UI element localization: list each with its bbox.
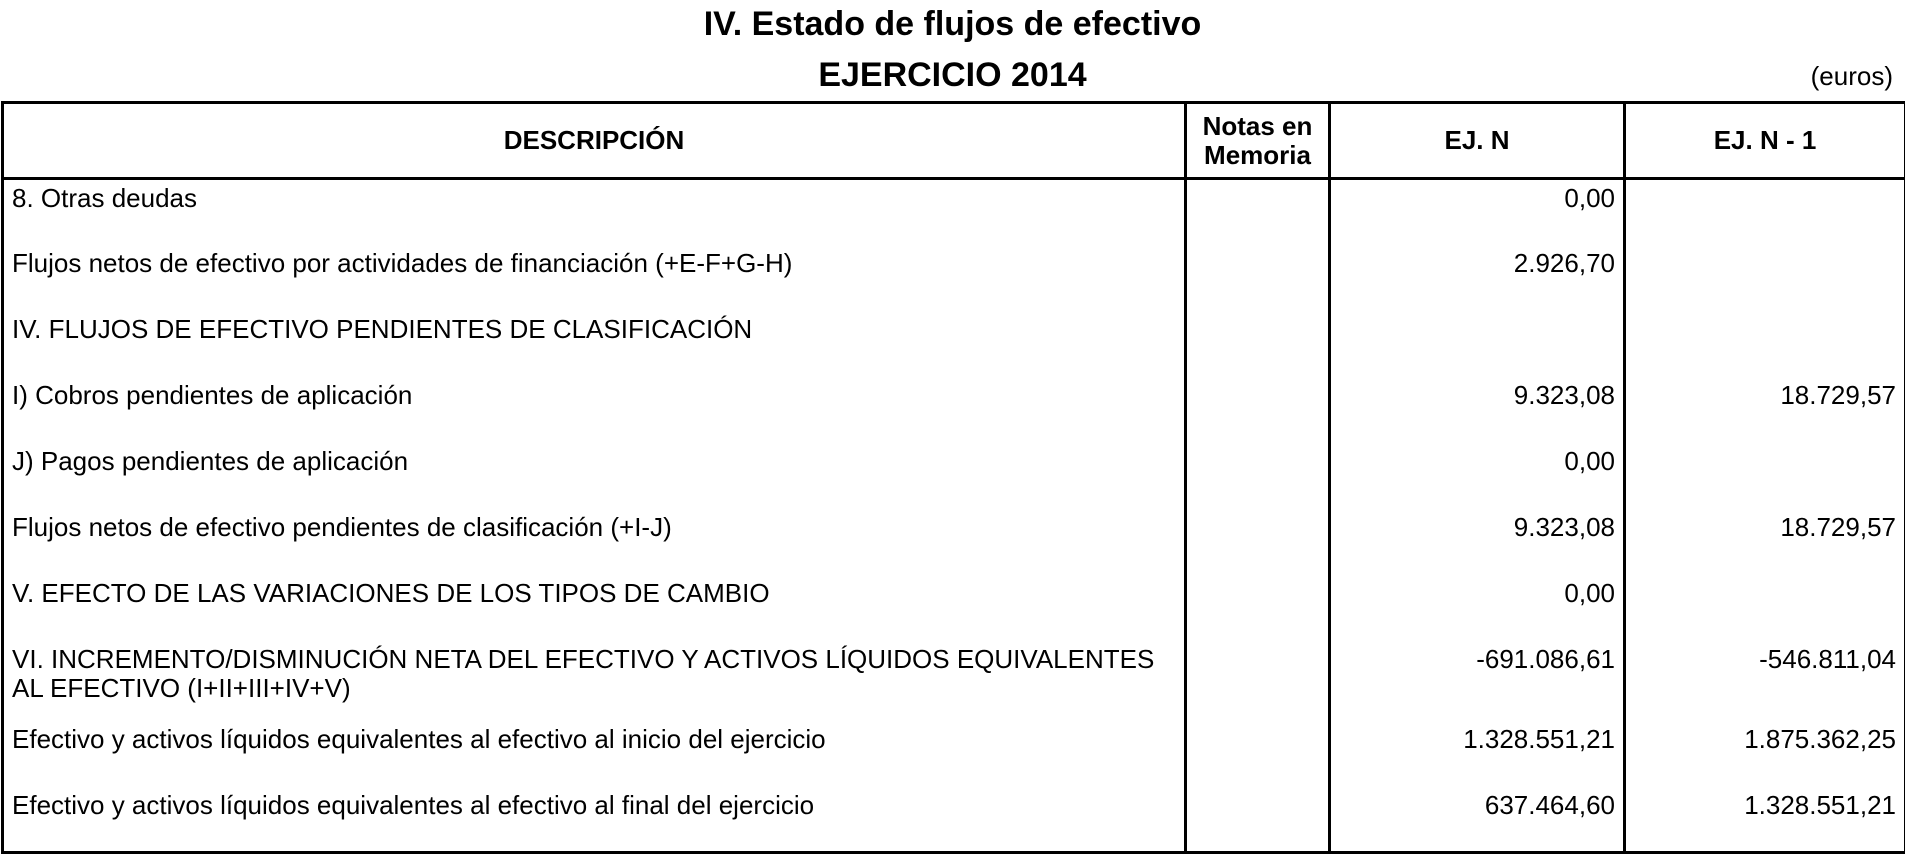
row-description: Flujos netos de efectivo pendientes de clasificación (+I-J)	[3, 509, 1186, 575]
row-value-ej-n-1: 18.729,57	[1625, 377, 1905, 443]
row-value-ej-n-1: -546.811,04	[1625, 641, 1905, 721]
row-value-ej-n: 1.328.551,21	[1330, 721, 1625, 787]
row-value-ej-n: 0,00	[1330, 443, 1625, 509]
row-description: Efectivo y activos líquidos equivalentes al efectivo al inicio del ejercicio	[3, 721, 1186, 787]
table-row	[3, 509, 1905, 575]
table-row	[3, 641, 1905, 721]
row-value-ej-n-1	[1625, 245, 1905, 311]
row-value-ej-n: 9.323,08	[1330, 509, 1625, 575]
row-description: 8. Otras deudas	[3, 179, 1186, 245]
row-description: I) Cobros pendientes de aplicación	[3, 377, 1186, 443]
row-description: VI. INCREMENTO/DISMINUCIÓN NETA DEL EFECTIVO Y ACTIVOS LÍQUIDOS EQUIVALENTES AL EFECTIVO (I+II+III+IV+V)	[3, 641, 1186, 721]
row-value-ej-n: 0,00	[1330, 575, 1625, 641]
row-description: Flujos netos de efectivo por actividades de financiación (+E-F+G-H)	[3, 245, 1186, 311]
row-value-ej-n-1	[1625, 311, 1905, 377]
table-row	[3, 311, 1905, 377]
row-value-ej-n: 637.464,60	[1330, 787, 1625, 853]
table-header	[3, 103, 1905, 179]
column-header-notes	[1186, 103, 1330, 179]
row-value-ej-n: 2.926,70	[1330, 245, 1625, 311]
row-description: Efectivo y activos líquidos equivalentes al efectivo al final del ejercicio	[3, 787, 1186, 853]
table-row	[3, 245, 1905, 311]
row-value-ej-n-1: 18.729,57	[1625, 509, 1905, 575]
row-value-ej-n: -691.086,61	[1330, 641, 1625, 721]
column-header-ej-n-1: EJ. N - 1	[1625, 103, 1905, 179]
row-value-ej-n-1: 1.875.362,25	[1625, 721, 1905, 787]
row-value-ej-n: 0,00	[1330, 179, 1625, 245]
page-subtitle: EJERCICIO 2014	[818, 56, 1087, 94]
column-header-description: DESCRIPCIÓN	[3, 103, 1186, 179]
row-value-ej-n	[1330, 311, 1625, 377]
row-description: V. EFECTO DE LAS VARIACIONES DE LOS TIPOS DE CAMBIO	[3, 575, 1186, 641]
row-notes	[1186, 641, 1330, 721]
row-notes	[1186, 443, 1330, 509]
row-notes	[1186, 575, 1330, 641]
table-row	[3, 179, 1905, 245]
row-value-ej-n-1	[1625, 575, 1905, 641]
table-row	[3, 787, 1905, 853]
row-value-ej-n-1: 1.328.551,21	[1625, 787, 1905, 853]
row-description: IV. FLUJOS DE EFECTIVO PENDIENTES DE CLASIFICACIÓN	[3, 311, 1186, 377]
table-row	[3, 721, 1905, 787]
row-notes	[1186, 179, 1330, 245]
table-body	[3, 179, 1905, 853]
currency-units: (euros)	[1810, 61, 1893, 91]
table-row	[3, 575, 1905, 641]
row-notes	[1186, 721, 1330, 787]
row-value-ej-n-1	[1625, 443, 1905, 509]
table-row	[3, 443, 1905, 509]
table-row	[3, 377, 1905, 443]
row-notes	[1186, 311, 1330, 377]
cash-flow-table	[1, 101, 1905, 854]
row-notes	[1186, 245, 1330, 311]
row-notes	[1186, 509, 1330, 575]
row-description: J) Pagos pendientes de aplicación	[3, 443, 1186, 509]
header-row	[3, 103, 1905, 179]
row-value-ej-n-1	[1625, 179, 1905, 245]
column-header-notes-label: Notas en Memoria	[1202, 110, 1313, 170]
page-title: IV. Estado de flujos de efectivo	[703, 5, 1202, 43]
row-value-ej-n: 9.323,08	[1330, 377, 1625, 443]
column-header-ej-n: EJ. N	[1330, 103, 1625, 179]
row-notes	[1186, 787, 1330, 853]
row-notes	[1186, 377, 1330, 443]
